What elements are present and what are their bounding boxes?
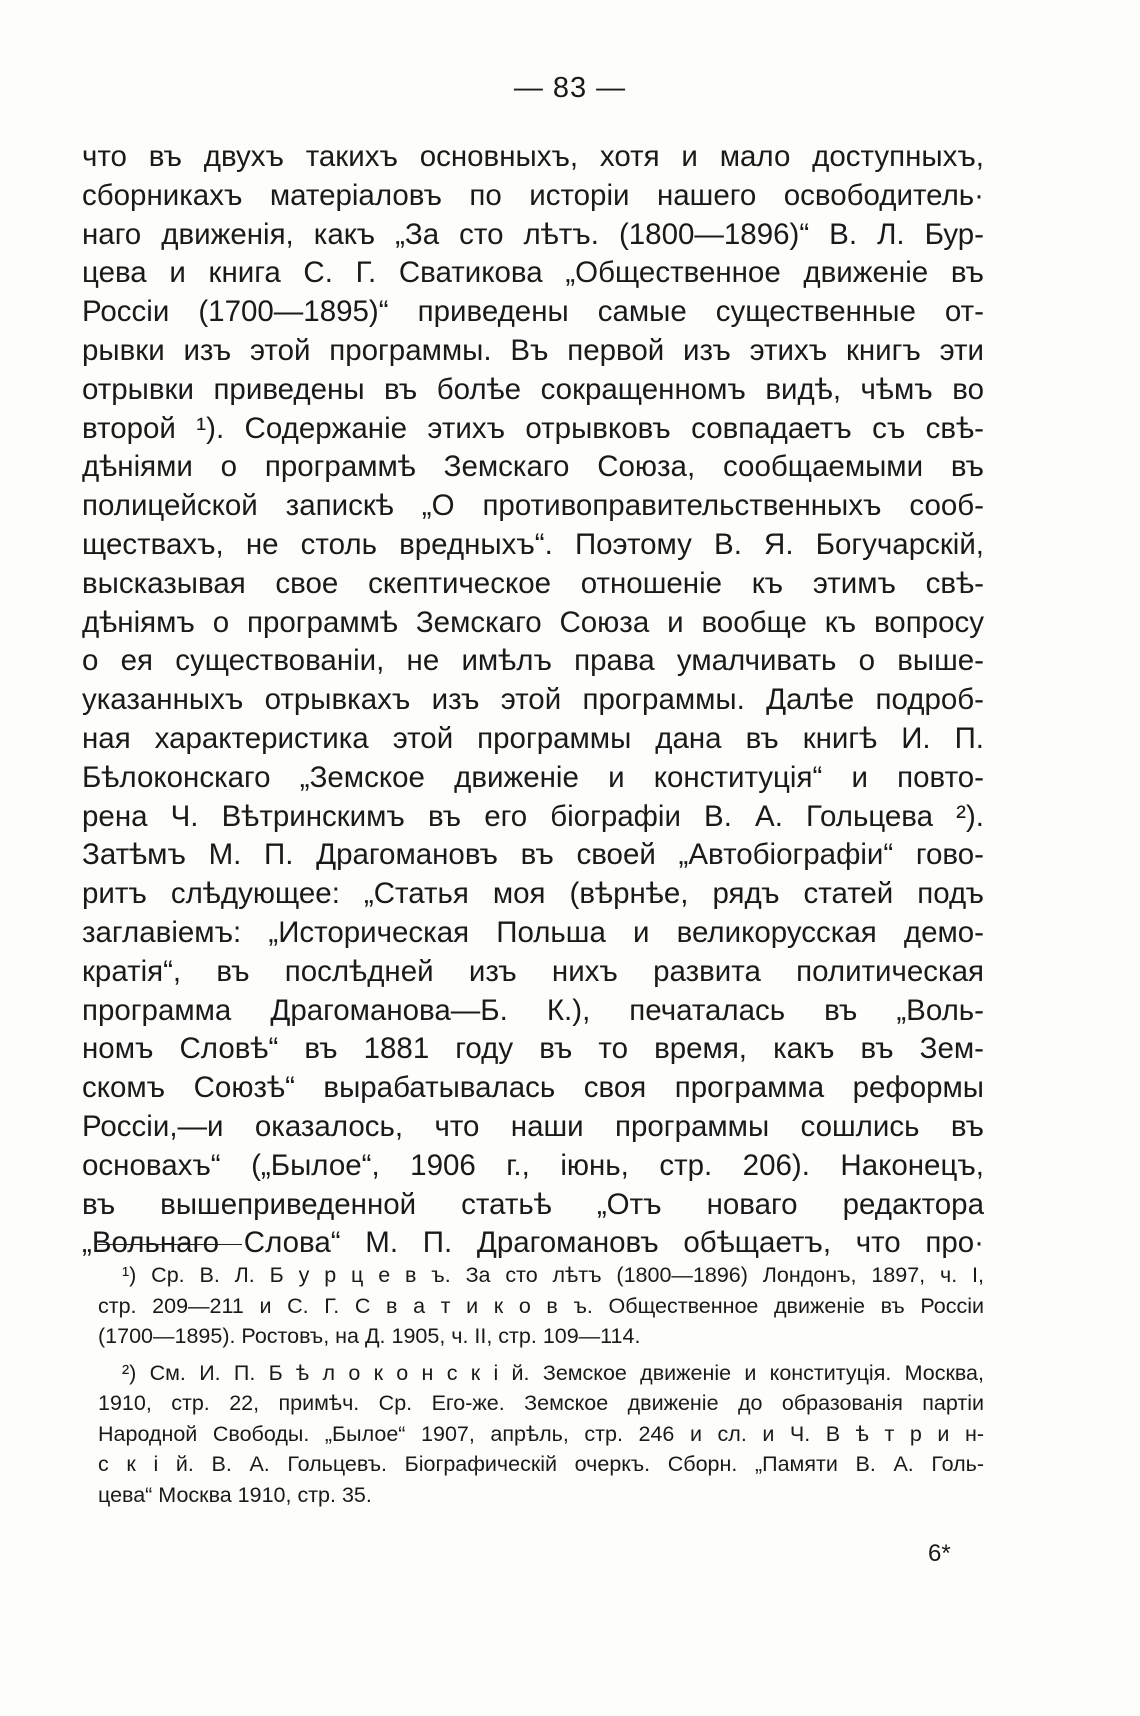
footnotes (98, 1260, 984, 1510)
text-line: ритъ слѣдующее: „Статья моя (вѣрнѣе, рядъ статей подъ (82, 877, 984, 911)
text-line: дѣніями о программѣ Земскаго Союза, сообщаемыми въ (82, 450, 984, 484)
footnote-line: Народной Свободы. „Былое“ 1907, апрѣль, стр. 246 и сл. и Ч. В ѣ т р и н- (98, 1421, 984, 1446)
footnote-line: ¹) Ср. В. Л. Б у р ц е в ъ. За сто лѣтъ (1800—1896) Лондонъ, 1897, ч. I, (122, 1263, 984, 1287)
text-line: полицейской запискѣ „О противоправительственныхъ сооб- (82, 489, 984, 523)
footnote-divider (98, 1244, 242, 1245)
text-line: программа Драгоманова—Б. К.), печаталась въ „Воль- (82, 993, 984, 1027)
footnote-line: цева“ Москва 1910, стр. 35. (98, 1482, 372, 1507)
text-line: ществахъ, не столь вредныхъ“. Поэтому В. Я. Богучарскій, (82, 527, 984, 561)
text-line: номъ Словѣ“ въ 1881 году въ то время, какъ въ Зем- (82, 1032, 984, 1066)
text-line: дѣніямъ о программѣ Земскаго Союза и вообще къ вопросу (82, 605, 984, 639)
footnote-line: (1700—1895). Ростовъ, на Д. 1905, ч. II, стр. 109—114. (98, 1324, 641, 1348)
footnote-1 (98, 1260, 984, 1352)
footnote-line: ²) См. И. П. Б ѣ л о к о н с к і й. Земское движеніе и конституція. Москва, (122, 1360, 984, 1385)
text-line: рывки изъ этой программы. Въ первой изъ этихъ книгъ эти (82, 333, 984, 367)
text-line: основахъ“ („Былое“, 1906 г., іюнь, стр. 206). Наконецъ, (82, 1148, 984, 1182)
text-line: въ вышеприведенной статьѣ „Отъ новаго редактора (82, 1187, 984, 1221)
main-text (82, 138, 984, 1263)
footnote-line: стр. 209—211 и С. Г. С в а т и к о в ъ. Общественное движеніе въ Россіи (98, 1293, 984, 1318)
text-line: отрывки приведены въ болѣе сокращенномъ видѣ, чѣмъ во (82, 372, 984, 406)
text-line: высказывая свое скептическое отношеніе къ этимъ свѣ- (82, 566, 984, 600)
text-line: наго движенія, какъ „За сто лѣтъ. (1800—1896)“ В. Л. Бур- (82, 217, 984, 251)
text-line: Затѣмъ М. П. Драгомановъ въ своей „Автобіографіи“ гово- (82, 838, 984, 872)
text-line: сборникахъ матеріаловъ по исторіи нашего освободитель· (82, 178, 984, 212)
text-line: что въ двухъ такихъ основныхъ, хотя и мало доступныхъ, (82, 140, 984, 173)
text-line: второй ¹). Содержаніе этихъ отрывковъ совпадаетъ съ свѣ- (82, 411, 984, 445)
footnote-2 (98, 1358, 984, 1511)
text-line: скомъ Союзѣ“ вырабатывалась своя программа реформы (82, 1071, 984, 1105)
text-line: заглавіемъ: „Историческая Польша и великорусская демо- (82, 915, 984, 949)
signature-mark: 6* (928, 1540, 951, 1567)
text-line: о ея существованіи, не имѣлъ права умалчивать о выше- (82, 644, 984, 678)
text-line: указанныхъ отрывкахъ изъ этой программы. Далѣе подроб- (82, 683, 984, 717)
text-line: ная характеристика этой программы дана въ книгѣ И. П. (82, 721, 984, 755)
text-line: Россіи (1700—1895)“ приведены самые существенные от- (82, 295, 984, 329)
text-line: Россіи,—и оказалось, что наши программы сошлись въ (82, 1109, 984, 1143)
text-line: рена Ч. Вѣтринскимъ въ его біографіи В. А. Гольцева ²). (82, 799, 984, 833)
page-number: — 83 — (513, 72, 627, 104)
text-line: Бѣлоконскаго „Земское движеніе и конституція“ и повто- (82, 760, 984, 794)
text-line: кратія“, въ послѣдней изъ нихъ развита политическая (82, 954, 984, 988)
footnote-line: 1910, стр. 22, примѣч. Ср. Его-же. Земское движеніе до образованія партіи (98, 1391, 984, 1415)
footnote-line: с к і й. В. А. Гольцевъ. Біографическій очеркъ. Сборн. „Памяти В. А. Голь- (98, 1452, 984, 1476)
text-line: цева и книга С. Г. Сватикова „Общественное движеніе въ (82, 256, 984, 290)
text-line: „Вольнаго Слова“ М. П. Драгомановъ обѣщаетъ, что про· (82, 1226, 984, 1260)
